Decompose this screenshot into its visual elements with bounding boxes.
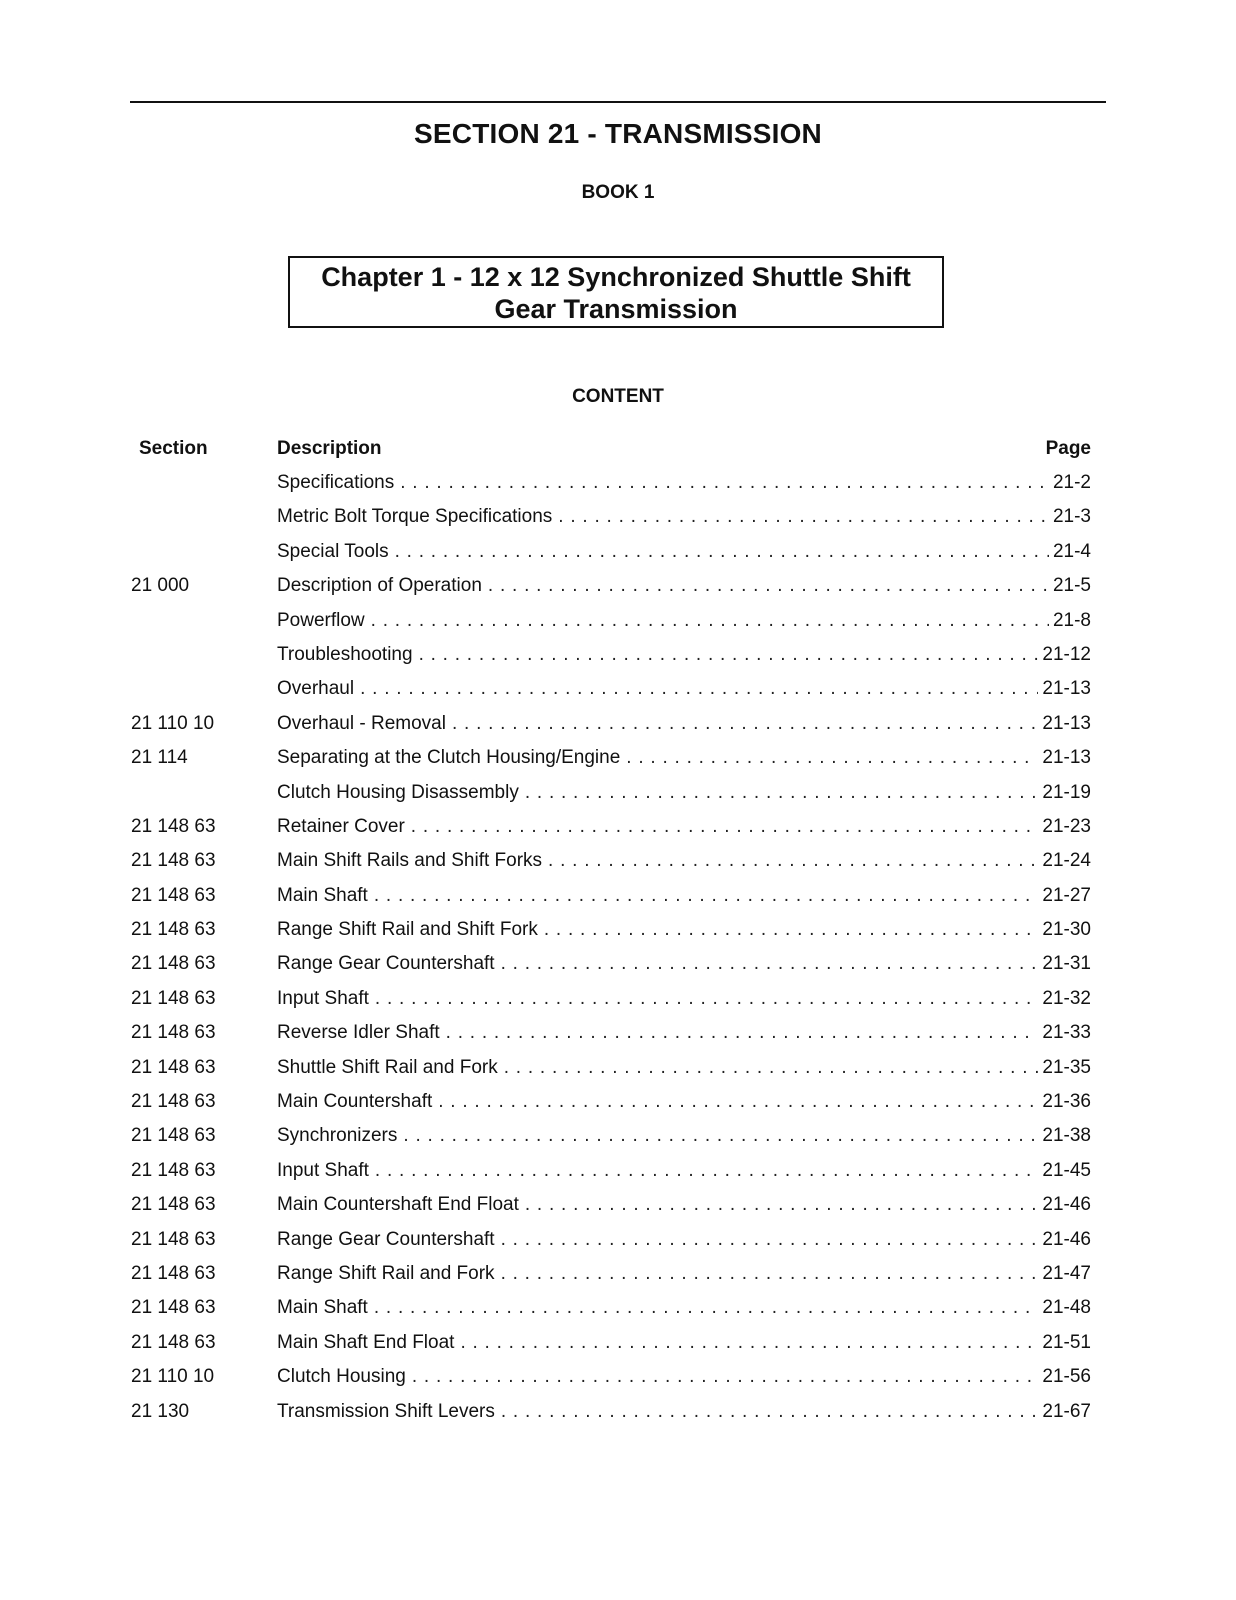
- toc-description: Main Shift Rails and Shift Forks: [277, 850, 543, 872]
- toc-section-code: 21 148 63: [131, 987, 216, 1009]
- toc-description: Transmission Shift Levers: [277, 1400, 495, 1422]
- toc-entry: [277, 745, 1091, 771]
- toc-description: Main Countershaft End Float: [277, 1194, 519, 1216]
- dot-leader: [374, 883, 1039, 909]
- toc-page-number: 21-13: [1042, 678, 1091, 700]
- toc-page-number: 21-23: [1042, 815, 1091, 837]
- toc-page-number: 21-4: [1052, 540, 1091, 562]
- toc-row: [0, 1020, 1236, 1054]
- toc-section-code: 21 000: [131, 575, 190, 597]
- dot-leader: [548, 848, 1038, 874]
- toc-row: [0, 711, 1236, 745]
- dot-leader: [400, 470, 1049, 496]
- toc-page-number: 21-30: [1042, 919, 1091, 941]
- toc-entry: [277, 1295, 1091, 1321]
- toc-section-code: 21 130: [131, 1400, 190, 1422]
- dot-leader: [501, 1399, 1039, 1425]
- table-of-contents: [0, 470, 1236, 1433]
- toc-row: [0, 1192, 1236, 1226]
- toc-section-code: 21 148 63: [131, 1331, 216, 1353]
- toc-row: [0, 986, 1236, 1020]
- toc-row: [0, 780, 1236, 814]
- toc-section-code: 21 148 63: [131, 1022, 216, 1044]
- toc-page-number: 21-47: [1042, 1262, 1091, 1284]
- chapter-title-box: [288, 256, 944, 328]
- toc-page-number: 21-27: [1042, 884, 1091, 906]
- toc-header: [0, 438, 1236, 464]
- toc-page-number: 21-36: [1042, 1091, 1091, 1113]
- toc-description: Powerflow: [277, 609, 365, 631]
- dot-leader: [525, 1192, 1039, 1218]
- toc-section-code: 21 148 63: [131, 1125, 216, 1147]
- toc-description: Clutch Housing Disassembly: [277, 781, 519, 803]
- toc-page-number: 21-32: [1042, 987, 1091, 1009]
- section-title: SECTION 21 - TRANSMISSION: [414, 118, 822, 149]
- chapter-title-line-1: Chapter 1 - 12 x 12 Synchronized Shuttle Shift: [321, 262, 911, 292]
- toc-row: [0, 1295, 1236, 1329]
- toc-description: Shuttle Shift Rail and Fork: [277, 1056, 498, 1078]
- toc-page-number: 21-24: [1042, 850, 1091, 872]
- toc-description: Main Countershaft: [277, 1091, 433, 1113]
- toc-entry: [277, 608, 1091, 634]
- toc-row: [0, 1261, 1236, 1295]
- dot-leader: [360, 676, 1038, 702]
- column-header-description: Description: [277, 438, 382, 459]
- toc-row: [0, 917, 1236, 951]
- toc-row: [0, 1055, 1236, 1089]
- toc-entry: [277, 1399, 1091, 1425]
- dot-leader: [395, 539, 1049, 565]
- toc-entry: [277, 504, 1091, 530]
- toc-description: Metric Bolt Torque Specifications: [277, 506, 553, 528]
- toc-page-number: 21-45: [1042, 1159, 1091, 1181]
- toc-description: Range Gear Countershaft: [277, 1228, 495, 1250]
- toc-description: Main Shaft: [277, 1297, 368, 1319]
- toc-row: [0, 951, 1236, 985]
- book-label: BOOK 1: [581, 182, 655, 203]
- toc-page-number: 21-12: [1042, 643, 1091, 665]
- toc-entry: [277, 1089, 1091, 1115]
- toc-section-code: 21 148 63: [131, 1056, 216, 1078]
- dot-leader: [375, 1158, 1038, 1184]
- toc-entry: [277, 1020, 1091, 1046]
- dot-leader: [403, 1123, 1038, 1149]
- toc-page-number: 21-8: [1052, 609, 1091, 631]
- toc-row: [0, 1158, 1236, 1192]
- toc-page-number: 21-51: [1042, 1331, 1091, 1353]
- toc-description: Specifications: [277, 472, 395, 493]
- toc-entry: [277, 780, 1091, 806]
- toc-row: [0, 1089, 1236, 1123]
- toc-row: [0, 1399, 1236, 1433]
- toc-description: Clutch Housing: [277, 1366, 406, 1388]
- dot-leader: [501, 1261, 1039, 1287]
- toc-page-number: 21-56: [1042, 1366, 1091, 1388]
- toc-entry: [277, 1055, 1091, 1081]
- toc-page-number: 21-46: [1042, 1194, 1091, 1216]
- dot-leader: [460, 1330, 1038, 1356]
- dot-leader: [452, 711, 1038, 737]
- dot-leader: [371, 608, 1049, 634]
- dot-leader: [504, 1055, 1039, 1081]
- toc-page-number: 21-46: [1042, 1228, 1091, 1250]
- dot-leader: [374, 1295, 1039, 1321]
- toc-row: [0, 642, 1236, 676]
- column-header-page: Page: [1045, 438, 1091, 459]
- toc-entry: [277, 814, 1091, 840]
- toc-entry: [277, 848, 1091, 874]
- chapter-title-line-2: Gear Transmission: [494, 294, 738, 324]
- toc-description: Separating at the Clutch Housing/Engine: [277, 747, 621, 769]
- toc-page-number: 21-67: [1042, 1400, 1091, 1422]
- toc-section-code: 21 148 63: [131, 1297, 216, 1319]
- toc-row: [0, 573, 1236, 607]
- toc-description: Range Shift Rail and Fork: [277, 1262, 495, 1284]
- toc-entry: [277, 539, 1091, 565]
- toc-section-code: 21 114: [131, 747, 188, 769]
- toc-section-code: 21 148 63: [131, 1091, 216, 1113]
- toc-entry: [277, 573, 1091, 599]
- toc-page-number: 21-38: [1042, 1125, 1091, 1147]
- dot-leader: [501, 1227, 1039, 1253]
- toc-page-number: 21-33: [1042, 1022, 1091, 1044]
- toc-section-code: 21 110 10: [131, 712, 215, 734]
- toc-section-code: 21 148 63: [131, 884, 216, 906]
- toc-section-code: 21 148 63: [131, 953, 216, 975]
- toc-row: [0, 608, 1236, 642]
- toc-section-code: 21 148 63: [131, 919, 216, 941]
- toc-description: Main Shaft End Float: [277, 1331, 455, 1353]
- toc-description: Input Shaft: [277, 987, 369, 1009]
- toc-section-code: 21 148 63: [131, 850, 216, 872]
- toc-section-code: 21 110 10: [131, 1366, 215, 1388]
- toc-description: Input Shaft: [277, 1159, 369, 1181]
- toc-entry: [277, 1192, 1091, 1218]
- toc-page-number: 21-35: [1042, 1056, 1091, 1078]
- toc-entry: [277, 1364, 1091, 1390]
- toc-row: [0, 1330, 1236, 1364]
- dot-leader: [488, 573, 1049, 599]
- toc-entry: [277, 1158, 1091, 1184]
- toc-description: Reverse Idler Shaft: [277, 1022, 440, 1044]
- toc-description: Troubleshooting: [277, 643, 413, 665]
- column-header-section: Section: [139, 438, 208, 459]
- dot-leader: [411, 814, 1039, 840]
- dot-leader: [419, 642, 1039, 668]
- toc-entry: [277, 711, 1091, 737]
- dot-leader: [412, 1364, 1039, 1390]
- dot-leader: [544, 917, 1039, 943]
- toc-row: [0, 539, 1236, 573]
- toc-row: [0, 470, 1236, 504]
- dot-leader: [558, 504, 1049, 530]
- toc-section-code: 21 148 63: [131, 815, 216, 837]
- toc-description: Overhaul - Removal: [277, 712, 446, 734]
- toc-page-number: 21-19: [1042, 781, 1091, 803]
- toc-entry: [277, 1261, 1091, 1287]
- toc-row: [0, 1227, 1236, 1261]
- toc-section-code: 21 148 63: [131, 1262, 216, 1284]
- dot-leader: [438, 1089, 1038, 1115]
- toc-entry: [277, 917, 1091, 943]
- toc-page-number: 21-13: [1042, 747, 1091, 769]
- toc-page-number: 21-31: [1042, 953, 1091, 975]
- toc-entry: [277, 1330, 1091, 1356]
- toc-entry: [277, 986, 1091, 1012]
- toc-entry: [277, 1123, 1091, 1149]
- toc-section-code: 21 148 63: [131, 1159, 216, 1181]
- toc-description: Retainer Cover: [277, 815, 405, 837]
- toc-page-number: 21-3: [1052, 506, 1091, 528]
- toc-row: [0, 504, 1236, 538]
- dot-leader: [375, 986, 1038, 1012]
- toc-row: [0, 676, 1236, 710]
- toc-row: [0, 848, 1236, 882]
- toc-description: Synchronizers: [277, 1125, 398, 1147]
- toc-description: Main Shaft: [277, 884, 368, 906]
- toc-description: Special Tools: [277, 540, 389, 562]
- dot-leader: [446, 1020, 1039, 1046]
- toc-entry: [277, 1227, 1091, 1253]
- dot-leader: [525, 780, 1039, 806]
- toc-entry: [277, 470, 1091, 496]
- toc-entry: [277, 676, 1091, 702]
- toc-section-code: 21 148 63: [131, 1228, 216, 1250]
- top-rule: [130, 101, 1106, 103]
- toc-row: [0, 883, 1236, 917]
- toc-page-number: 21-48: [1042, 1297, 1091, 1319]
- toc-entry: [277, 951, 1091, 977]
- toc-description: Overhaul: [277, 678, 355, 700]
- toc-entry: [277, 642, 1091, 668]
- toc-description: Description of Operation: [277, 575, 482, 597]
- toc-row: [0, 1364, 1236, 1398]
- toc-row: [0, 745, 1236, 779]
- toc-page-number: 21-13: [1042, 712, 1091, 734]
- toc-section-code: 21 148 63: [131, 1194, 216, 1216]
- dot-leader: [501, 951, 1039, 977]
- toc-description: Range Gear Countershaft: [277, 953, 495, 975]
- toc-description: Range Shift Rail and Shift Fork: [277, 919, 538, 941]
- toc-page-number: 21-2: [1052, 472, 1091, 493]
- toc-row: [0, 1123, 1236, 1157]
- toc-row: [0, 814, 1236, 848]
- content-heading: CONTENT: [572, 386, 664, 407]
- dot-leader: [626, 745, 1038, 771]
- toc-entry: [277, 883, 1091, 909]
- toc-page-number: 21-5: [1052, 575, 1091, 597]
